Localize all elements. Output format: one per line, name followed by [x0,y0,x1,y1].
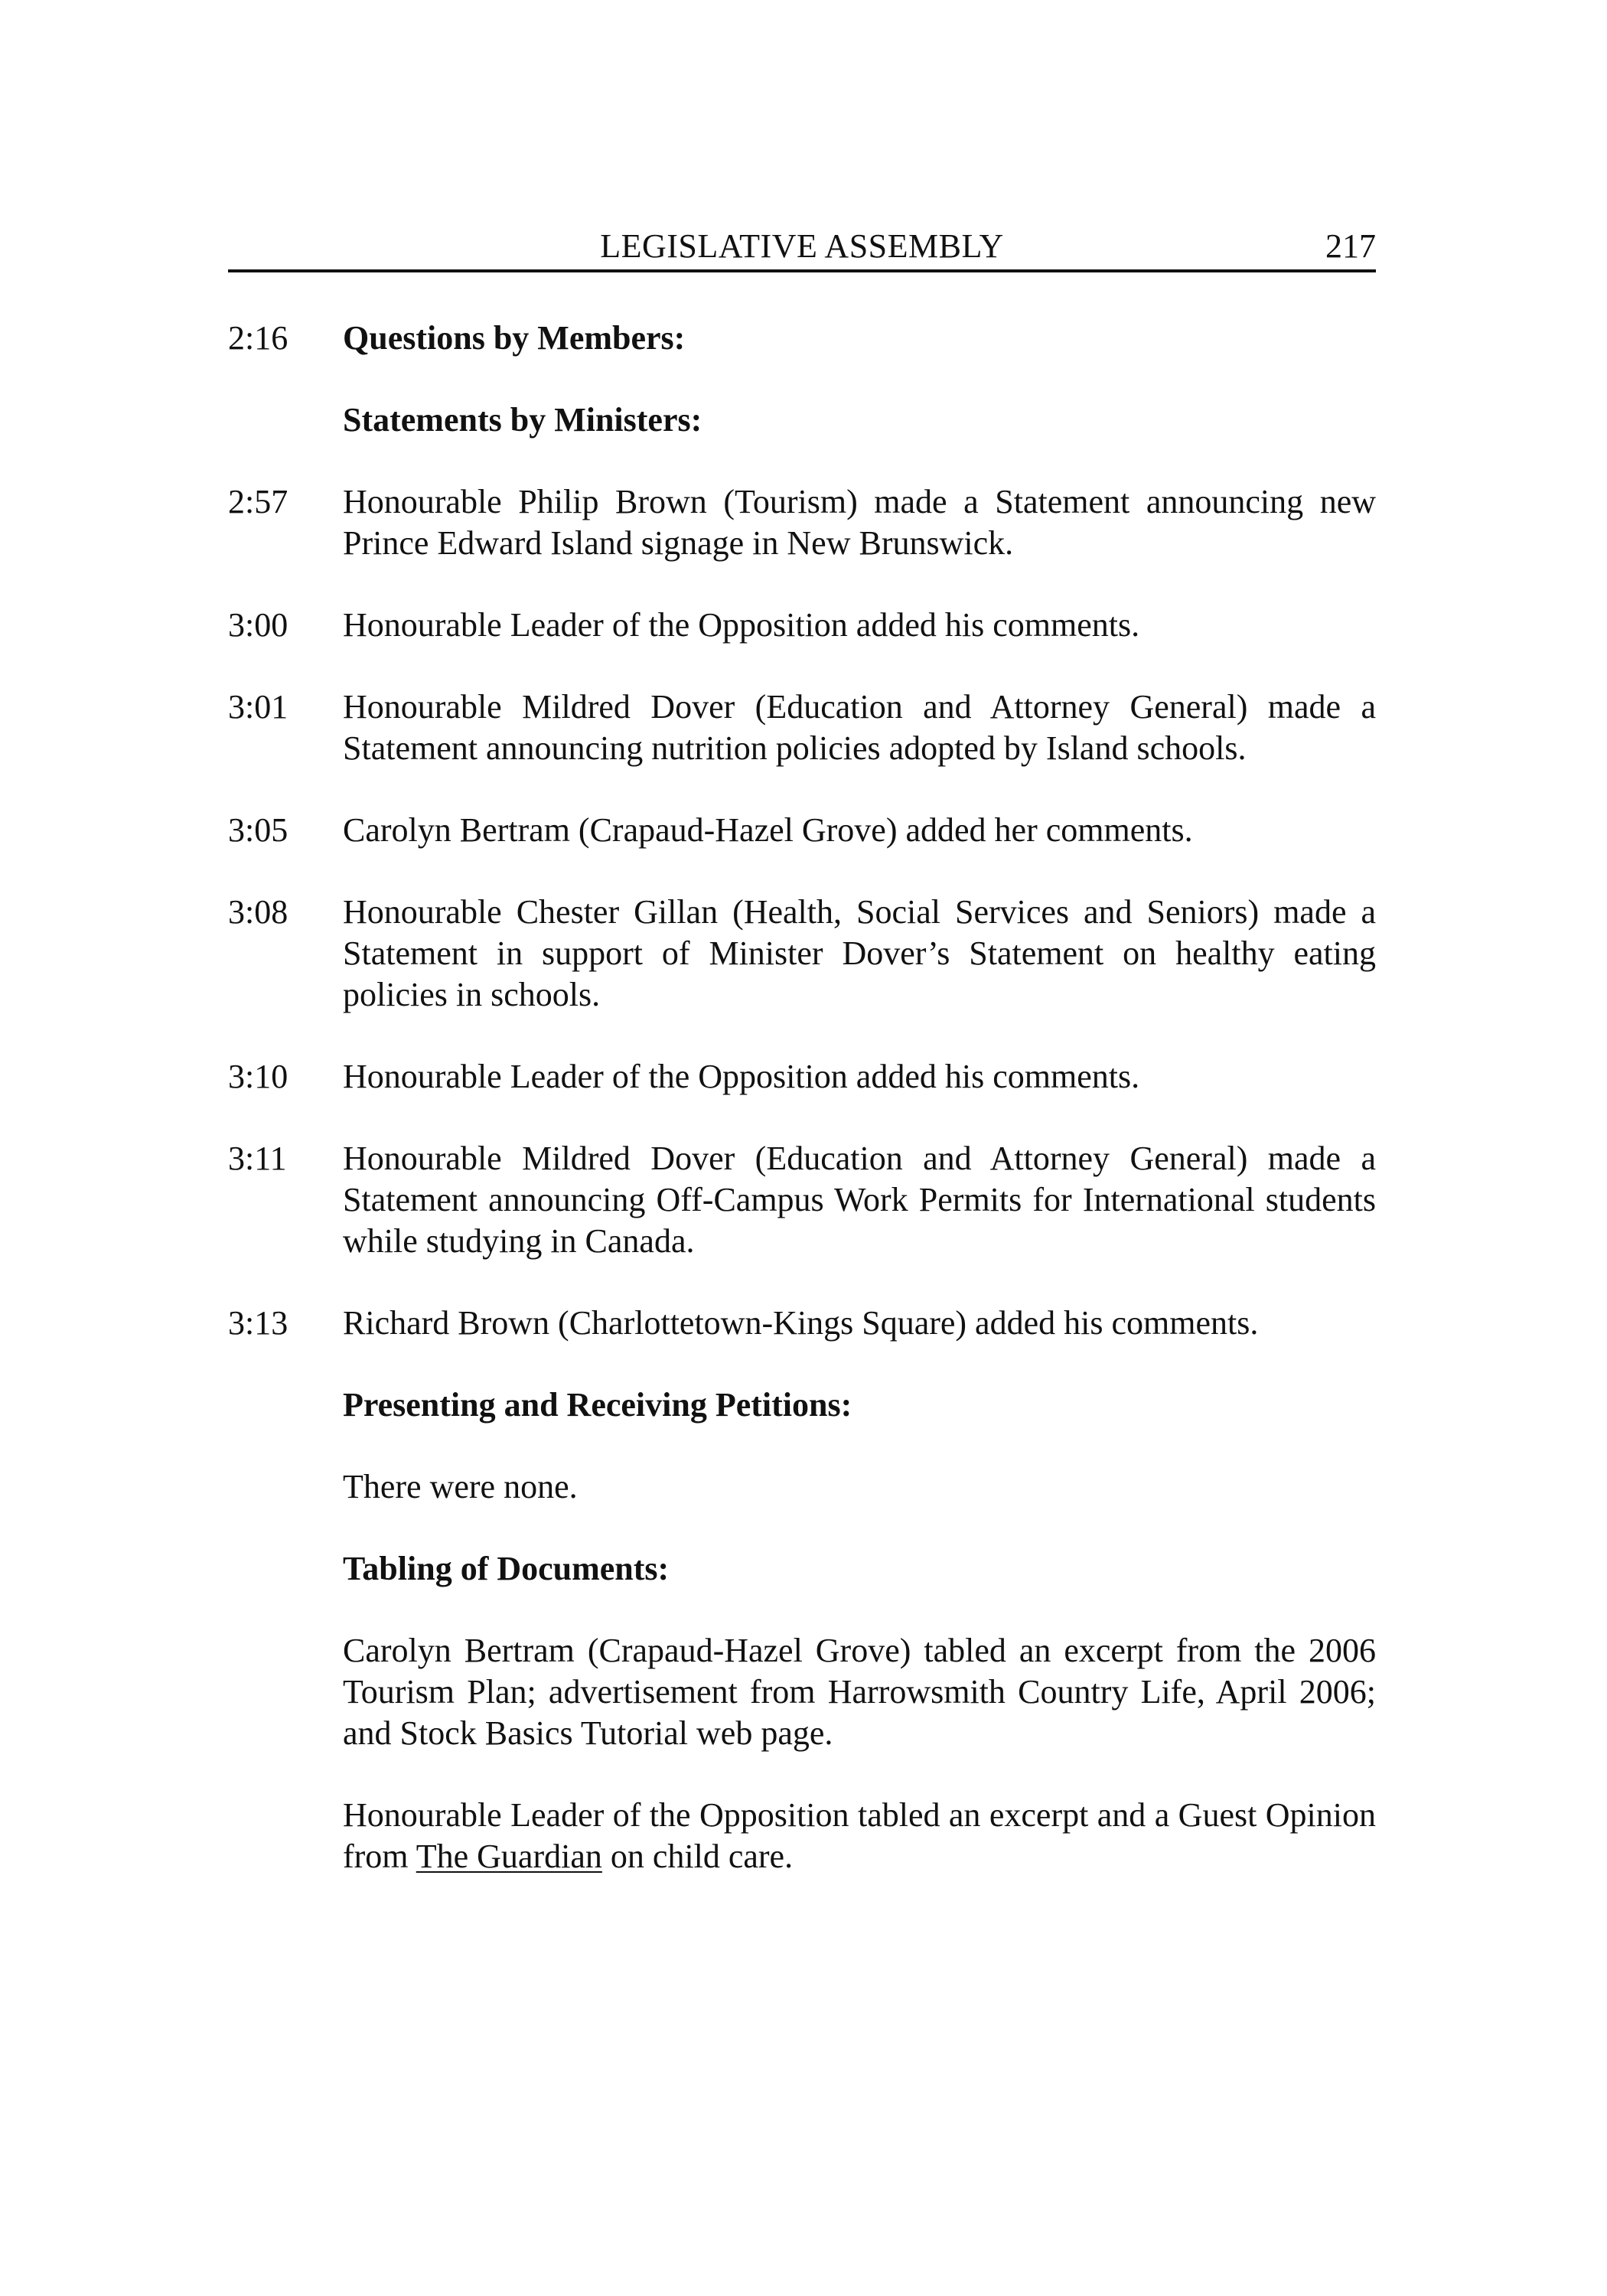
entry-time: 3:11 [228,1140,287,1177]
entry-tabling-opposition [228,1795,1376,1877]
entry-text: Carolyn Bertram (Crapaud-Hazel Grove) tabled an excerpt from the 2006 Tourism Plan; advertisement from Harrowsmith Country Life, April 2006; and Stock Basics Tutorial web page. [343,1632,1376,1752]
entry-text [343,1795,1376,1877]
page-number: 217 [1325,227,1376,265]
section-heading: Tabling of Documents: [343,1550,670,1587]
entry-statement [228,605,1376,646]
entry-text-part: Honourable Leader of the Opposition tabled an excerpt and a Guest Opinion from [343,1796,1376,1875]
entry-statement [228,481,1376,564]
entry-statement [228,687,1376,769]
entry-petitions-text [228,1466,1376,1508]
section-heading: Presenting and Receiving Petitions: [343,1386,852,1424]
entry-statement [228,1303,1376,1344]
entry-text: There were none. [343,1468,578,1505]
entry-statement [228,810,1376,851]
entry-text: Honourable Leader of the Opposition added his comments. [343,606,1140,644]
entry-statements-by-ministers [228,400,1376,441]
entry-time: 3:05 [228,811,288,849]
entry-text: Richard Brown (Charlottetown-Kings Square) added his comments. [343,1304,1259,1342]
entry-statement [228,1138,1376,1262]
proceedings-list [228,318,1376,1918]
entry-time: 3:01 [228,688,288,726]
header-title: LEGISLATIVE ASSEMBLY [600,227,1004,265]
entry-time: 3:00 [228,606,288,644]
entry-tabling-heading [228,1548,1376,1590]
entry-text: Honourable Philip Brown (Tourism) made a Statement announcing new Prince Edward Island signage in New Brunswick. [343,483,1376,562]
entry-text: Honourable Chester Gillan (Health, Social Services and Seniors) made a Statement in support of Minister Dover’s Statement on healthy eating policies in schools. [343,893,1376,1013]
section-heading: Statements by Ministers: [343,401,702,439]
entry-text: Honourable Mildred Dover (Education and Attorney General) made a Statement announcing Off-Campus Work Permits for International students while studying in Canada. [343,1140,1376,1260]
entry-time: 2:57 [228,483,288,520]
entry-text: Honourable Mildred Dover (Education and Attorney General) made a Statement announcing nutrition policies adopted by Island schools. [343,688,1376,767]
entry-time: 3:08 [228,893,288,931]
entry-text: Carolyn Bertram (Crapaud-Hazel Grove) added her comments. [343,811,1193,849]
page-header [228,223,1376,272]
entry-text-part: on child care. [601,1838,794,1875]
entry-time: 3:10 [228,1058,288,1095]
entry-time: 2:16 [228,319,288,357]
entry-time: 3:13 [228,1304,288,1342]
entry-petitions-heading [228,1384,1376,1426]
entry-statement [228,1056,1376,1097]
entry-tabling-bertram [228,1630,1376,1754]
entry-statement [228,892,1376,1016]
section-heading: Questions by Members: [343,319,686,357]
entry-text: Honourable Leader of the Opposition added his comments. [343,1058,1140,1095]
entry-questions-by-members [228,318,1376,359]
publication-title: The Guardian [416,1838,602,1875]
